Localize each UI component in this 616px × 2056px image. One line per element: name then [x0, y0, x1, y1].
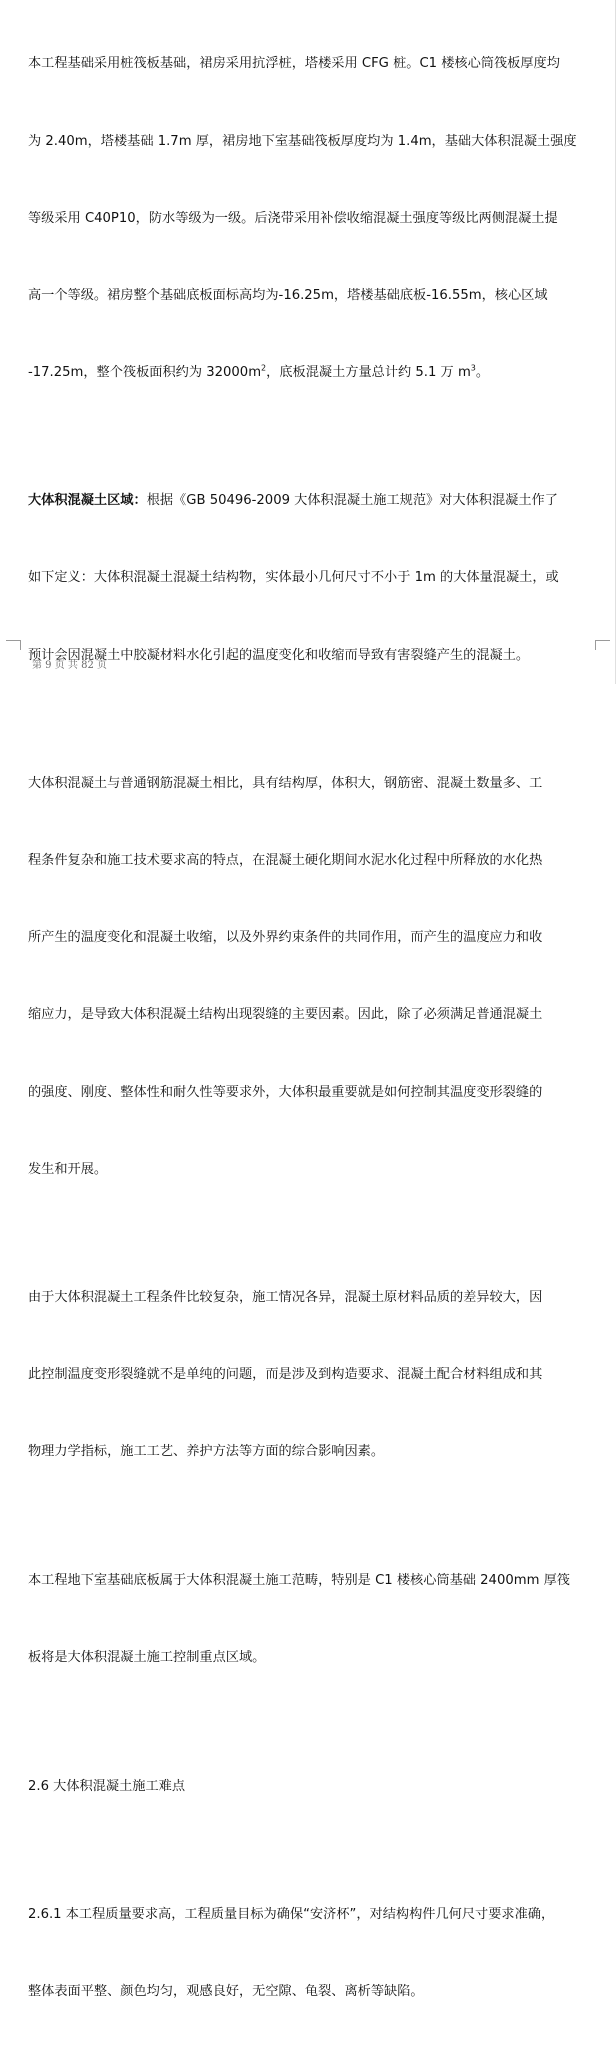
- line-end: 。: [475, 364, 490, 380]
- text-line: 整体表面平整、颜色均匀，观感良好，无空隙、龟裂、离析等缺陷。: [28, 1984, 424, 2000]
- text-line: 此控制温度变形裂缝就不是单纯的问题，而是涉及到构造要求、混凝土配合材料组成和其: [28, 1367, 543, 1383]
- paragraph-key-area: [28, 1516, 596, 1722]
- page-footer: 第 9 页 共 82 页: [32, 660, 107, 671]
- text-line: 缩应力，是导致大体积混凝土结构出现裂缝的主要因素。因此，除了必须满足普通混凝土: [28, 1007, 543, 1023]
- paragraph-quality-requirement: [28, 1851, 596, 2056]
- text-line: 板将是大体积混凝土施工控制重点区域。: [28, 1650, 266, 1665]
- text-line: 为 2.40m，塔楼基础 1.7m 厚，裙房地下室基础筏板厚度均为 1.4m，基础大体积混凝土强度: [28, 133, 577, 149]
- text-line: 等级采用 C40P10，防水等级为一级。后浇带采用补偿收缩混凝土强度等级比两侧混凝土提: [28, 210, 558, 226]
- text-line: 程条件复杂和施工技术要求高的特点，在混凝土硬化期间水泥水化过程中所释放的水化热: [28, 853, 543, 869]
- text-line: 发生和开展。: [28, 1161, 108, 1177]
- paragraph-crack-control: [28, 1234, 596, 1517]
- text-line: 本工程地下室基础底板属于大体积混凝土施工范畴，特别是 C1 楼核心筒基础 2400mm 厚筏: [28, 1572, 570, 1588]
- text-line: 2.6.1 本工程质量要求高，工程质量目标为确保“安济杯”，对结构构件几何尺寸要求准确，: [28, 1907, 555, 1923]
- section-heading: 2.6 大体积混凝土施工难点: [28, 1778, 186, 1794]
- text-line: 大体积混凝土与普通钢筋混凝土相比，具有结构厚，体积大，钢筋密、混凝土数量多、工: [28, 776, 543, 792]
- definition-intro: 根据《GB 50496-2009 大体积混凝土施工规范》对大体积混凝土作了: [146, 493, 558, 509]
- page-content: [28, 0, 596, 2056]
- volume-text: ，底板混凝土方量总计约 5.1 万 m: [266, 364, 471, 380]
- area-text: -17.25m，整个筏板面积约为 32000m: [28, 364, 262, 380]
- crop-mark-left: [6, 640, 21, 650]
- text-line: 预计会因混凝土中胶凝材料水化引起的温度变化和收缩而导致有害裂缝产生的混凝土。: [28, 647, 530, 663]
- paragraph-foundation: [28, 0, 596, 437]
- mass-concrete-heading: 大体积混凝土区域：: [28, 493, 147, 509]
- paragraph-mass-concrete-definition: [28, 437, 596, 720]
- superscript-2: 2: [261, 363, 267, 373]
- text-line-area-volume: [28, 360, 596, 386]
- text-line: 本工程基础采用桩筏板基础，裙房采用抗浮桩，塔楼采用 CFG 桩。C1 楼核心筒筏板厚度均: [28, 56, 560, 72]
- text-line: 如下定义：大体积混凝土混凝土结构物，实体最小几何尺寸不小于 1m 的大体量混凝土，或: [28, 570, 559, 586]
- text-line: 的强度、刚度、整体性和耐久性等要求外，大体积最重要就是如何控制其温度变形裂缝的: [28, 1084, 543, 1100]
- section-heading-block: [28, 1722, 596, 1851]
- paragraph-comparison: [28, 720, 596, 1234]
- text-line: 高一个等级。裙房整个基础底板面标高均为-16.25m，塔楼基础底板-16.55m，核心区域: [28, 287, 548, 303]
- superscript-3: 3: [470, 363, 476, 373]
- text-line-heading: [28, 488, 596, 514]
- text-line: 由于大体积混凝土工程条件比较复杂，施工情况各异，混凝土原材料品质的差异较大，因: [28, 1290, 543, 1306]
- crop-mark-right: [595, 640, 610, 650]
- text-line: 物理力学指标，施工工艺、养护方法等方面的综合影响因素。: [28, 1444, 385, 1460]
- text-line: 所产生的温度变化和混凝土收缩，以及外界约束条件的共同作用，而产生的温度应力和收: [28, 930, 543, 946]
